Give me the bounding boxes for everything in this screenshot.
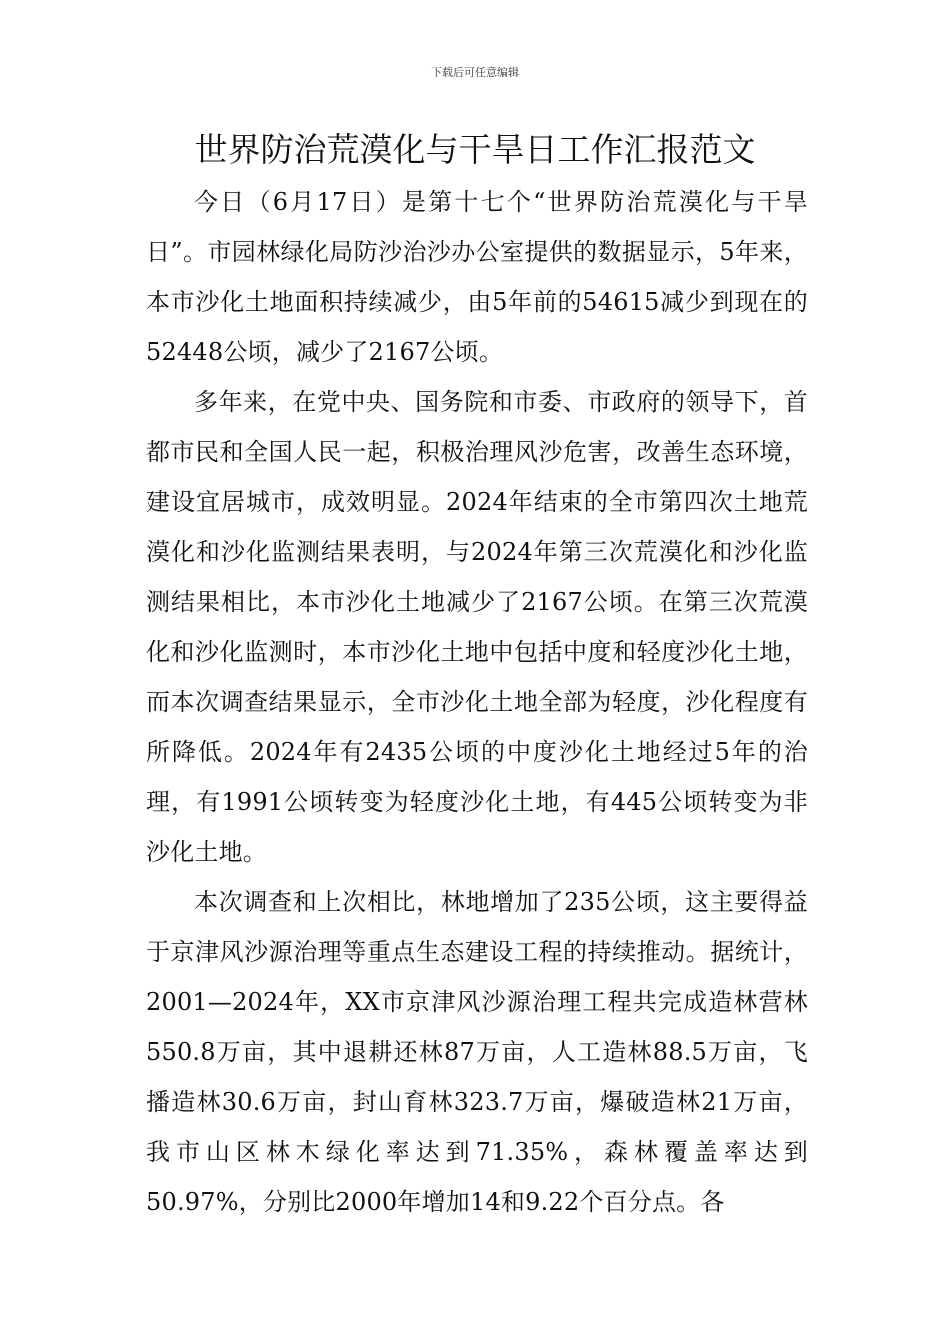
document-body [146, 177, 808, 1227]
paragraph-1: 今日（6月17日）是第十七个“世界防治荒漠化与干旱日”。市园林绿化局防沙治沙办公室提供的数据显示，5年来，本市沙化土地面积持续减少，由5年前的54615减少到现在的52448公顷，减少了2167公顷。 [146, 188, 808, 366]
paragraph-3: 本次调查和上次相比，林地增加了235公顷，这主要得益于京津风沙源治理等重点生态建设工程的持续推动。据统计，2001—2024年，XX市京津风沙源治理工程共完成造林营林550.8万亩，其中退耕还林87万亩，人工造林88.5万亩，飞播造林30.6万亩，封山育林323.7万亩，爆破造林21万亩，我市山区林木绿化率达到71.35%，森林覆盖率达到50.97%，分别比2000年增加14和9.22个百分点。各 [146, 888, 808, 1216]
paragraph-2: 多年来，在党中央、国务院和市委、市政府的领导下，首都市民和全国人民一起，积极治理风沙危害，改善生态环境，建设宜居城市，成效明显。2024年结束的全市第四次土地荒漠化和沙化监测结果表明，与2024年第三次荒漠化和沙化监测结果相比，本市沙化土地减少了2167公顷。在第三次荒漠化和沙化监测时，本市沙化土地中包括中度和轻度沙化土地，而本次调查结果显示，全市沙化土地全部为轻度，沙化程度有所降低。2024年有2435公顷的中度沙化土地经过5年的治理，有1991公顷转变为轻度沙化土地，有445公顷转变为非沙化土地。 [146, 388, 808, 866]
header-note: 下载后可任意编辑 [431, 66, 519, 79]
document-title: 世界防治荒漠化与干旱日工作汇报范文 [194, 130, 756, 169]
